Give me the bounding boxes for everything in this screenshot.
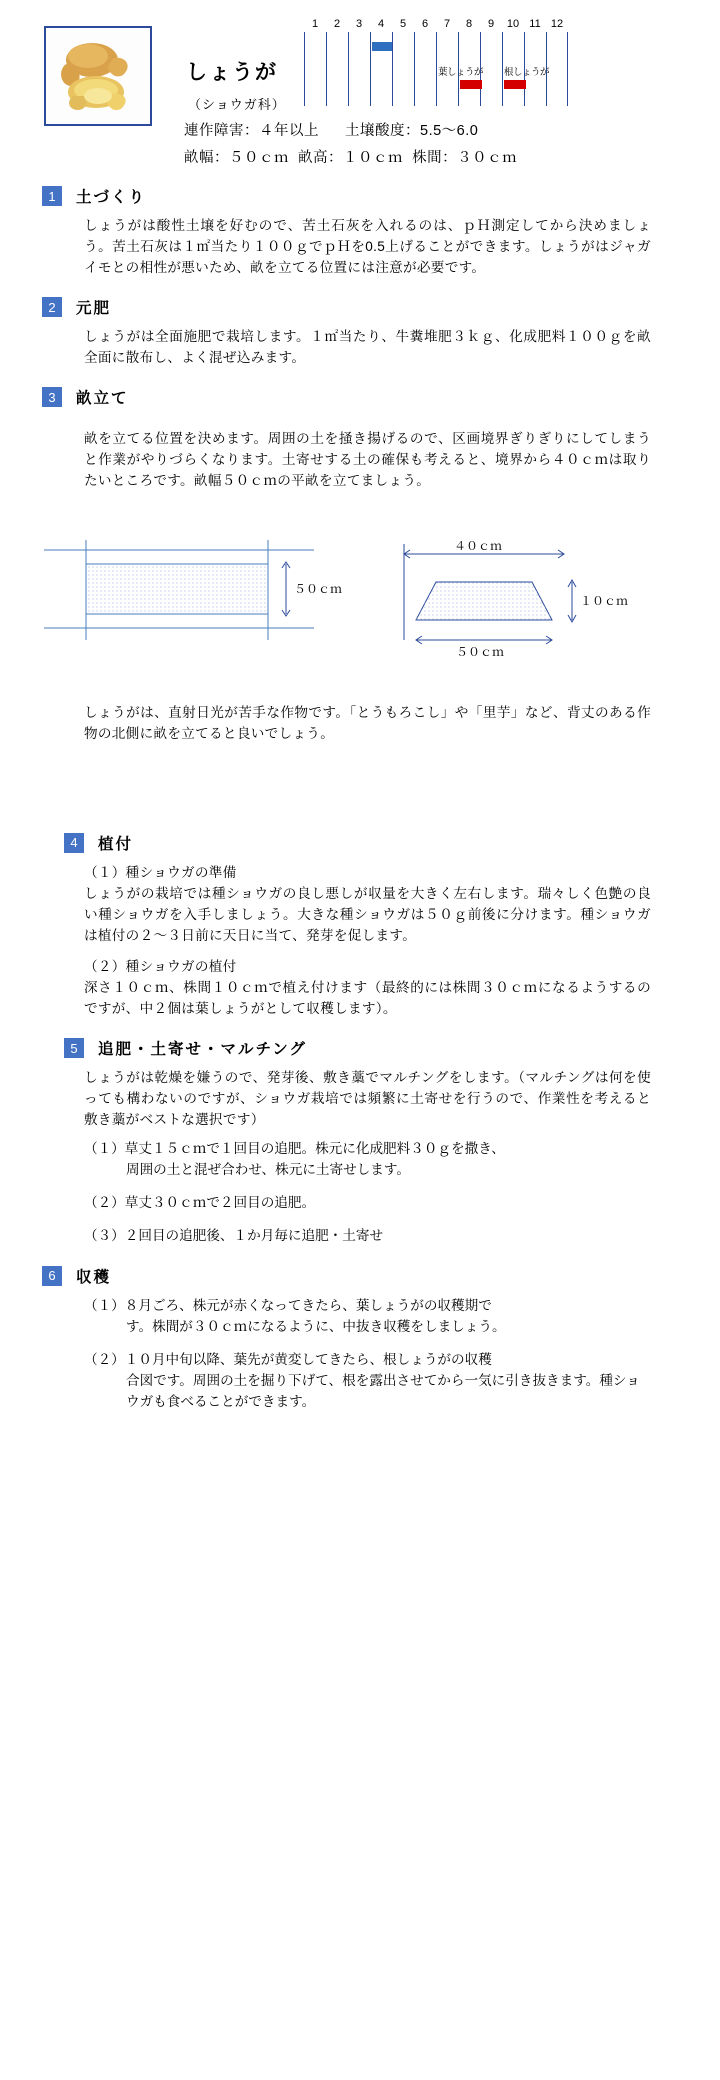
month-5: 5 [399, 18, 407, 30]
section-4-paragraph-1: しょうがの栽培では種ショウガの良し悪しが収量を大きく左右します。瑞々しく色艶の良い種ショウガを入手しましょう。大きな種ショウガは５０ｇ前後に分けます。種ショウガは植付の２〜３日前に天日に当て、発芽を促します。 [84, 885, 651, 943]
section-3 [24, 386, 696, 743]
page-spacer [24, 744, 696, 814]
section-3-paragraph-1: 畝を立てる位置を決めます。周囲の土を掻き揚げるので、区画境界ぎりぎりにしてしまうと作業がやりづらくなります。土寄せする土の確保も考えると、境界から４０ｃｍは取りたいところです。畝幅５０ｃｍの平畝を立てましょう。 [84, 431, 651, 489]
list-item [84, 1192, 651, 1213]
section-2 [24, 296, 696, 368]
section-6 [24, 1265, 696, 1412]
section-6-list [84, 1295, 651, 1412]
cross-top-width-label: ４０ｃｍ [454, 538, 503, 553]
ginger-illustration [52, 34, 144, 118]
calendar-month-labels [304, 18, 566, 32]
leaf-ginger-harvest-bar [460, 80, 482, 89]
ridge-diagram-svg [24, 510, 684, 690]
month-8: 8 [465, 18, 473, 30]
root-ginger-label: 根しょうが [504, 67, 550, 78]
section-5-list [84, 1138, 651, 1246]
section-6-head [42, 1265, 696, 1287]
section-3-body-after [84, 702, 651, 744]
section-3-body [84, 428, 651, 491]
section-5-body [84, 1067, 651, 1130]
root-ginger-harvest-bar [504, 80, 526, 89]
month-4: 4 [377, 18, 385, 30]
month-7: 7 [443, 18, 451, 30]
spec-row-width: 畝幅：５０ｃｍ [184, 150, 289, 166]
section-2-title: 元肥 [76, 300, 112, 318]
section-5-paragraph-1: しょうがは乾燥を嫌うので、発芽後、敷き藁でマルチングをします。（マルチングは何を使っても構わないのですが、ショウガ栽培では頻繁に土寄せを行うので、作業性を考えると敷き藁がベストな選択です） [84, 1070, 651, 1128]
section-3-head [42, 386, 696, 408]
month-2: 2 [333, 18, 341, 30]
month-6: 6 [421, 18, 429, 30]
top-view-width-label: ５０ｃｍ [294, 581, 343, 596]
section-1-head [42, 185, 696, 207]
cross-height-label: １０ｃｍ [580, 593, 629, 608]
section-2-paragraph-1: しょうがは全面施肥で栽培します。１㎡当たり、牛糞堆肥３ｋｇ、化成肥料１００ｇを畝全面に散布し、よく混ぜ込みます。 [84, 329, 651, 366]
list-item [84, 1295, 651, 1337]
month-3: 3 [355, 18, 363, 30]
cross-bottom-width-label: ５０ｃｍ [456, 644, 505, 659]
month-11: 11 [529, 18, 541, 30]
section-1-number: 1 [42, 186, 62, 206]
section-5-head [64, 1037, 696, 1059]
section-4-body [84, 862, 651, 1019]
planting-calendar [304, 18, 566, 114]
section-4-title: 植付 [98, 835, 134, 853]
ginger-photo [44, 26, 152, 126]
section-5-number: 5 [64, 1038, 84, 1058]
section-2-number: 2 [42, 297, 62, 317]
section-5 [24, 1037, 696, 1246]
section-1-title: 土づくり [76, 189, 147, 206]
leaf-ginger-label: 葉しょうが [438, 67, 484, 78]
ridge-diagram [24, 510, 696, 690]
section-5-item-3: （３）２回目の追肥後、１か月毎に追肥・土寄せ [84, 1228, 384, 1244]
section-3-title: 畝立て [76, 390, 129, 408]
section-5-item-1-cont: 周囲の土と混ぜ合わせ、株元に土寄せします。 [126, 1162, 410, 1178]
spec-rotation: 連作障害：４年以上 [184, 123, 319, 139]
section-2-body [84, 326, 651, 368]
list-item [84, 1138, 651, 1180]
section-6-item-2-cont: 合図です。周囲の土を掘り下げて、根を露出させてから一気に引き抜きます。種ショウガも食べることができます。 [126, 1372, 640, 1409]
section-4-number: 4 [64, 833, 84, 853]
spec-line-1 [174, 119, 696, 140]
month-10: 10 [506, 18, 520, 30]
section-4-head [64, 832, 696, 854]
spec-row-height: 畝高：１０ｃｍ [298, 150, 404, 166]
month-12: 12 [550, 18, 564, 30]
spec-plant-spacing: 株間：３０ｃｍ [412, 150, 518, 166]
month-1: 1 [311, 18, 319, 30]
section-6-number: 6 [42, 1266, 62, 1286]
section-6-item-1: （１）８月ごろ、株元が赤くなってきたら、葉しょうがの収穫期で [84, 1297, 492, 1313]
section-5-title: 追肥・土寄せ・マルチング [98, 1041, 307, 1059]
calendar-grid [304, 32, 566, 106]
section-2-head [42, 296, 696, 318]
spec-ph: 土壌酸度：5.5〜6.0 [345, 123, 479, 139]
section-1 [24, 185, 696, 278]
month-9: 9 [487, 18, 495, 30]
section-1-body [84, 215, 651, 278]
list-item [84, 1225, 651, 1246]
plant-family: （ショウガ科） [188, 97, 286, 112]
section-4 [24, 832, 696, 1019]
section-3-paragraph-2: しょうがは、直射日光が苦手な作物です。「とうもろこし」や「里芋」など、背丈のある作物の北側に畝を立てると良いでしょう。 [84, 704, 651, 741]
list-item [84, 1349, 651, 1412]
section-6-item-1-cont: す。株間が３０ｃｍになるように、中抜き収穫をしましょう。 [126, 1318, 506, 1334]
section-4-sub-1: （１）種ショウガの準備 [84, 864, 237, 880]
planting-bar [372, 42, 392, 51]
section-4-sub-2: （２）種ショウガの植付 [84, 958, 237, 974]
section-5-item-2: （２）草丈３０ｃｍで２回目の追肥。 [84, 1195, 316, 1211]
section-3-number: 3 [42, 387, 62, 407]
section-6-title: 収穫 [76, 1268, 112, 1286]
plant-name: しょうが [186, 61, 278, 84]
header [44, 18, 696, 167]
section-4-paragraph-2: 深さ１０ｃｍ、株間１０ｃｍで植え付けます（最終的には株間３０ｃｍになるようするのですが、中２個は葉しょうがとして収穫します）。 [84, 979, 651, 1016]
spec-line-2 [174, 146, 696, 167]
section-5-item-1: （１）草丈１５ｃｍで１回目の追肥。株元に化成肥料３０ｇを撒き、 [84, 1141, 505, 1157]
section-1-paragraph-1: しょうがは酸性土壌を好むので、苦土石灰を入れるのは、ｐＨ測定してから決めましょう。苦土石灰は１㎡当たり１００ｇでｐＨを0.5上げることができます。しょうがはジャガイモとの相性が悪いため、畝を立てる位置には注意が必要です。 [84, 218, 651, 276]
section-6-item-2: （２）１０月中旬以降、葉先が黄変してきたら、根しょうがの収穫 [84, 1351, 492, 1367]
